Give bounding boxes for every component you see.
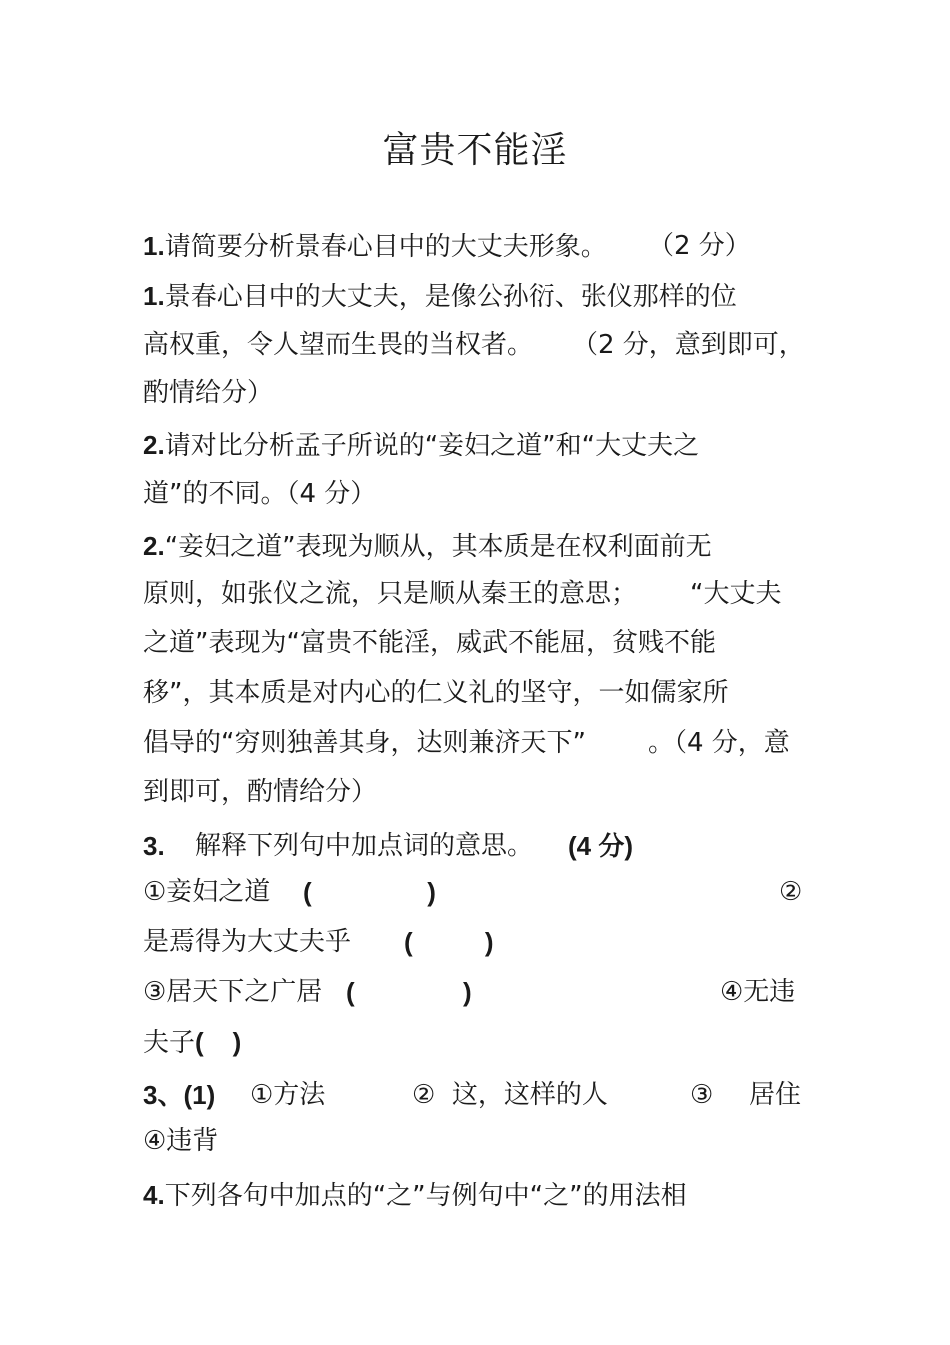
question-number: 1. — [143, 231, 165, 261]
question-3-item-4 — [143, 1027, 241, 1058]
answer-3-number: 3、(1) — [143, 1080, 216, 1110]
answer-2-line-3: 之道”表现为“富贵不能淫，威武不能屈，贫贱不能 — [143, 628, 716, 658]
question-4 — [143, 1180, 687, 1211]
page-title: 富贵不能淫 — [382, 130, 568, 171]
answer-text: 景春心目中的大丈夫，是像公孙衍、张仪那样的位 — [164, 282, 737, 312]
question-2-line-2: 道”的不同。（4 分） — [143, 479, 377, 509]
answer-1-line-1 — [143, 281, 737, 312]
blank-4: ( ) — [195, 1027, 242, 1057]
question-3 — [143, 831, 165, 862]
answer-3-item-2: ② 这，这样的人 — [412, 1080, 608, 1110]
answer-2-score: 。（4 分，意 — [648, 728, 790, 758]
answer-2-line-2: 原则，如张仪之流，只是顺从秦王的意思； — [143, 579, 638, 609]
answer-2-line-2-tail: “大丈夫 — [690, 579, 782, 609]
question-2-line-1 — [143, 430, 699, 461]
answer-number: 1. — [143, 281, 165, 311]
answer-1-score: （2 分，意到即可， — [572, 330, 805, 360]
question-number: 2. — [143, 430, 165, 460]
question-text: 下列各句中加点的“之”与例句中“之”的用法相 — [164, 1181, 687, 1211]
question-score: （2 分） — [648, 231, 751, 261]
question-3-text: 解释下列句中加点词的意思。 — [195, 831, 534, 861]
answer-3-item-3: 居住 — [749, 1080, 802, 1110]
answer-1-line-2: 高权重，令人望而生畏的当权者。 — [143, 330, 534, 360]
question-3-score: (4 分) — [568, 831, 634, 861]
question-text: 请对比分析孟子所说的“妾妇之道”和“大丈夫之 — [164, 431, 700, 461]
item-2-mark: ② — [779, 877, 803, 907]
question-3-item-1: ①妾妇之道 — [143, 877, 271, 907]
question-number: 4. — [143, 1180, 165, 1210]
answer-1-line-3: 酌情给分） — [143, 378, 274, 408]
question-text: 请简要分析景春心目中的大丈夫形象。 — [164, 232, 607, 262]
answer-2-line-5: 倡导的“穷则独善其身，达则兼济天下” — [143, 728, 586, 758]
blank-2: ( ) — [404, 927, 494, 957]
question-3-item-3: ③居天下之广居 — [143, 977, 323, 1007]
item-4-mark: ④无违 — [720, 977, 796, 1007]
question-3-item-2: 是焉得为大丈夫乎 — [143, 927, 352, 957]
answer-2-line-1 — [143, 531, 712, 562]
answer-3-item-1: ①方法 — [250, 1080, 326, 1110]
answer-2-line-6: 到即可，酌情给分） — [143, 777, 378, 807]
blank-3: ( ) — [346, 977, 472, 1007]
answer-2-line-4: 移”，其本质是对内心的仁义礼的坚守，一如儒家所 — [143, 678, 729, 708]
answer-number: 2. — [143, 531, 165, 561]
answer-text: “妾妇之道”表现为顺从，其本质是在权利面前无 — [164, 532, 712, 562]
blank-1: ( ) — [303, 877, 436, 907]
answer-3-item-4: ④违背 — [143, 1126, 219, 1156]
answer-3-item-3-mark: ③ — [690, 1080, 714, 1110]
item-4-text: 夫子 — [143, 1028, 196, 1058]
question-1 — [143, 231, 607, 262]
question-number: 3. — [143, 831, 165, 861]
